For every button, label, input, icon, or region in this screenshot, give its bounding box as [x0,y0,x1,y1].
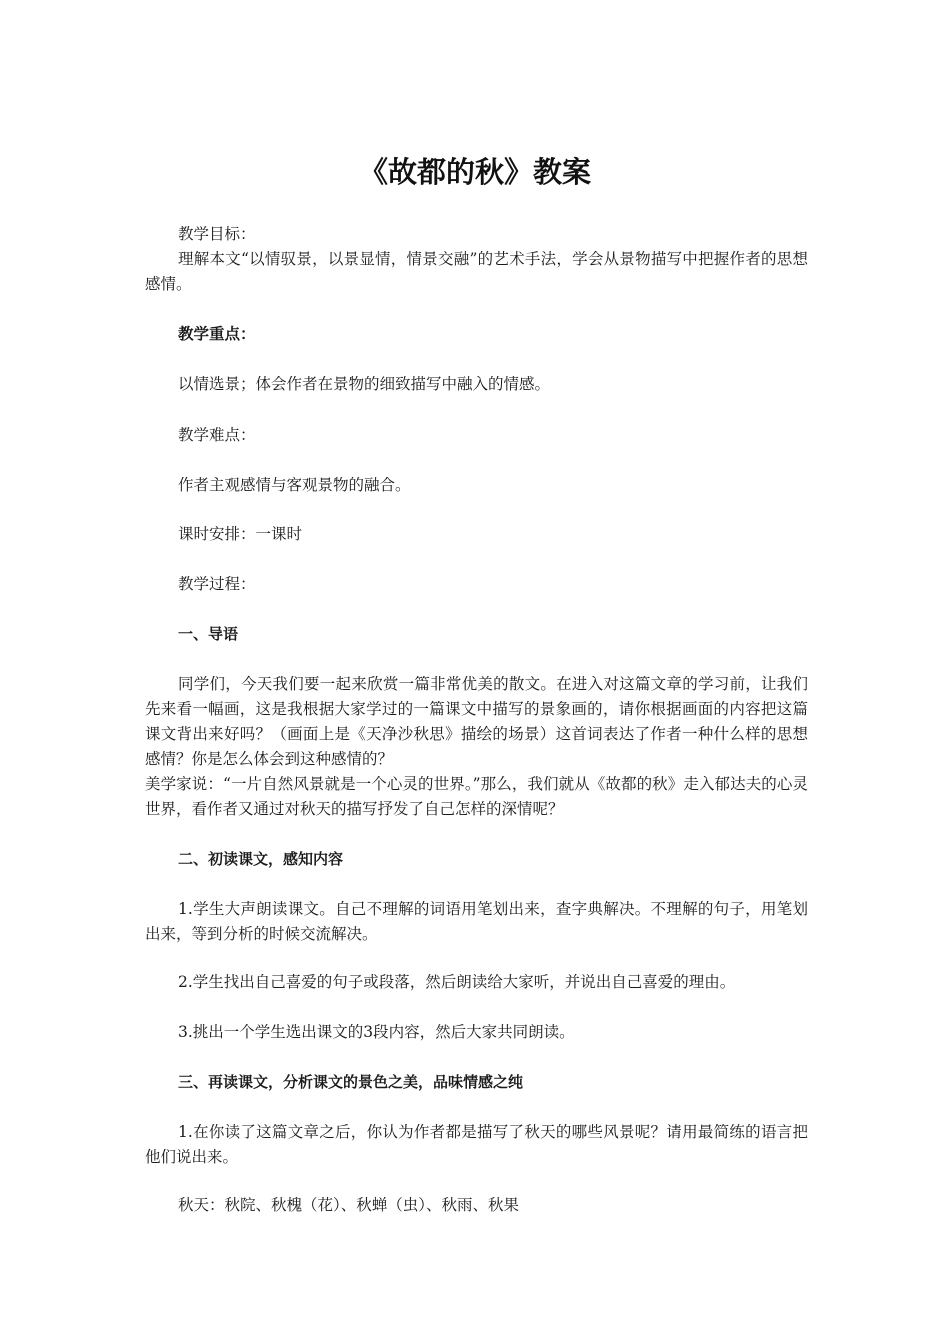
key-points-text: 以情选景；体会作者在景物的细致描写中融入的情感。 [178,375,551,393]
key-points-label: 教学重点： [178,325,256,343]
process-label: 教学过程： [178,575,256,593]
section2-item-3: 3.挑出一个学生选出课文的3段内容，然后大家共同朗读。 [178,1023,575,1041]
section1-paragraph: 同学们，今天我们要一起来欣赏一篇非常优美的散文。在进入对这篇文章的学习前，让我们先来看一幅画，这是我根据大家学过的一篇课文中描写的景象画的，请你根据画面的内容把这篇课文背出来好吗？（画面上是《天净沙秋思》描绘的场景）这首词表达了作者一种什么样的思想感情？你是怎么体会到这种感情的？ [145,675,808,768]
section2-item-2: 2.学生找出自己喜爱的句子或段落，然后朗读给大家听，并说出自己喜爱的理由。 [178,973,736,991]
section3-heading: 三、再读课文，分析课文的景色之美，品味情感之纯 [178,1073,524,1091]
objectives-text: 理解本文“以情驭景，以景显情，情景交融”的艺术手法，学会从景物描写中把握作者的思想感情。 [145,250,808,293]
section2-heading: 二、初读课文，感知内容 [178,850,344,868]
section3-answer: 秋天：秋院、秋槐（花）、秋蝉（虫）、秋雨、秋果 [178,1196,520,1214]
section1-heading: 一、导语 [178,625,239,643]
section1-quote-paragraph: 美学家说：“一片自然风景就是一个心灵的世界。”那么，我们就从《故都的秋》走入郁达夫的心灵世界，看作者又通过对秋天的描写抒发了自己怎样的深情呢？ [145,775,808,818]
schedule-text: 课时安排：一课时 [178,525,303,543]
section3-item-1: 1.在你读了这篇文章之后，你认为作者都是描写了秋天的哪些风景呢？请用最简练的语言把他们说出来。 [145,1123,808,1166]
document-title: 《故都的秋》教案 [358,155,591,189]
difficulty-text: 作者主观感情与客观景物的融合。 [178,476,411,494]
difficulty-label: 教学难点： [178,426,256,444]
section2-item-1: 1.学生大声朗读课文。自己不理解的词语用笔划出来，查字典解决。不理解的句子，用笔划出来，等到分析的时候交流解决。 [145,900,808,943]
objectives-label: 教学目标： [178,225,256,243]
